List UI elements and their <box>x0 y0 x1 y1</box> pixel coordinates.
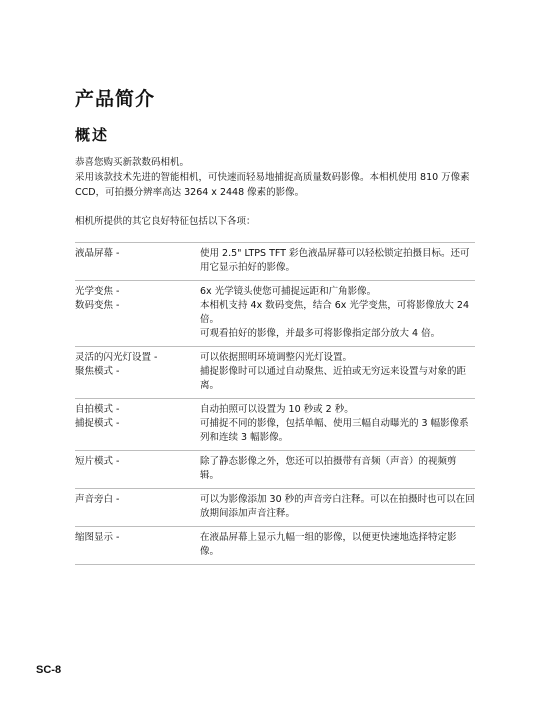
feature-description: 本相机支持 4x 数码变焦，结合 6x 光学变焦，可将影像放大 24 倍。 <box>200 300 470 325</box>
feature-group <box>75 347 475 399</box>
feature-row <box>75 417 475 445</box>
feature-row <box>75 403 475 417</box>
feature-group <box>75 243 475 281</box>
feature-term <box>75 327 200 341</box>
feature-group <box>75 489 475 527</box>
feature-table <box>75 242 475 565</box>
feature-description: 可观看拍好的影像，并最多可将影像指定部分放大 4 倍。 <box>200 328 441 339</box>
feature-term: 液晶屏幕 - <box>75 248 120 259</box>
feature-description: 可以依据照明环境调整闪光灯设置。 <box>200 352 353 363</box>
feature-description: 捕捉影像时可以通过自动聚焦、近拍或无穷远来设置与对象的距离。 <box>200 366 467 391</box>
feature-row <box>75 247 475 275</box>
feature-group <box>75 281 475 347</box>
feature-row <box>75 531 475 559</box>
feature-row <box>75 365 475 393</box>
feature-term: 自拍模式 - <box>75 404 120 415</box>
intro-text <box>75 155 485 229</box>
feature-row <box>75 299 475 327</box>
page-number: SC-8 <box>36 664 62 676</box>
feature-row <box>75 327 475 341</box>
feature-group <box>75 399 475 451</box>
feature-description: 可以为影像添加 30 秒的声音旁白注释。可以在拍摄时也可以在回放期间添加声音注释。 <box>200 494 475 519</box>
feature-term: 捕捉模式 - <box>75 418 120 429</box>
feature-term: 短片模式 - <box>75 456 120 467</box>
feature-term: 灵活的闪光灯设置 - <box>75 352 158 363</box>
feature-row <box>75 493 475 521</box>
intro-paragraph: 恭喜您购买新款数码相机。 <box>75 157 190 168</box>
feature-term: 聚焦模式 - <box>75 366 120 377</box>
page-title: 产品简介 <box>75 88 156 110</box>
feature-description: 除了静态影像之外，您还可以拍摄带有音频（声音）的视频剪辑。 <box>200 456 457 481</box>
feature-description: 使用 2.5" LTPS TFT 彩色液晶屏幕可以轻松锁定拍摄目标。还可用它显示拍好的影像。 <box>200 248 470 273</box>
feature-term: 光学变焦 - <box>75 286 120 297</box>
feature-term: 缩图显示 - <box>75 532 120 543</box>
feature-description: 可捕捉不同的影像，包括单幅、使用三幅自动曝光的 3 幅影像系列和连续 3 幅影像。 <box>200 418 469 443</box>
feature-description: 6x 光学镜头使您可捕捉远距和广角影像。 <box>200 286 377 297</box>
feature-term: 数码变焦 - <box>75 300 120 311</box>
intro-paragraph: 采用该款技术先进的智能相机，可快速而轻易地捕捉高质量数码影像。本相机使用 810 万像素 CCD，可拍摄分辨率高达 3264 x 2448 像素的影像。 <box>75 172 470 198</box>
feature-group <box>75 527 475 565</box>
section-title: 概述 <box>75 126 110 144</box>
feature-row <box>75 351 475 365</box>
feature-row <box>75 285 475 299</box>
feature-row <box>75 455 475 483</box>
feature-term: 声音旁白 - <box>75 494 120 505</box>
intro-paragraph: 相机所提供的其它良好特征包括以下各项： <box>75 216 256 227</box>
feature-description: 在液晶屏幕上显示九幅一组的影像，以便更快速地选择特定影像。 <box>200 532 457 557</box>
feature-description: 自动拍照可以设置为 10 秒或 2 秒。 <box>200 404 354 415</box>
feature-group <box>75 451 475 489</box>
